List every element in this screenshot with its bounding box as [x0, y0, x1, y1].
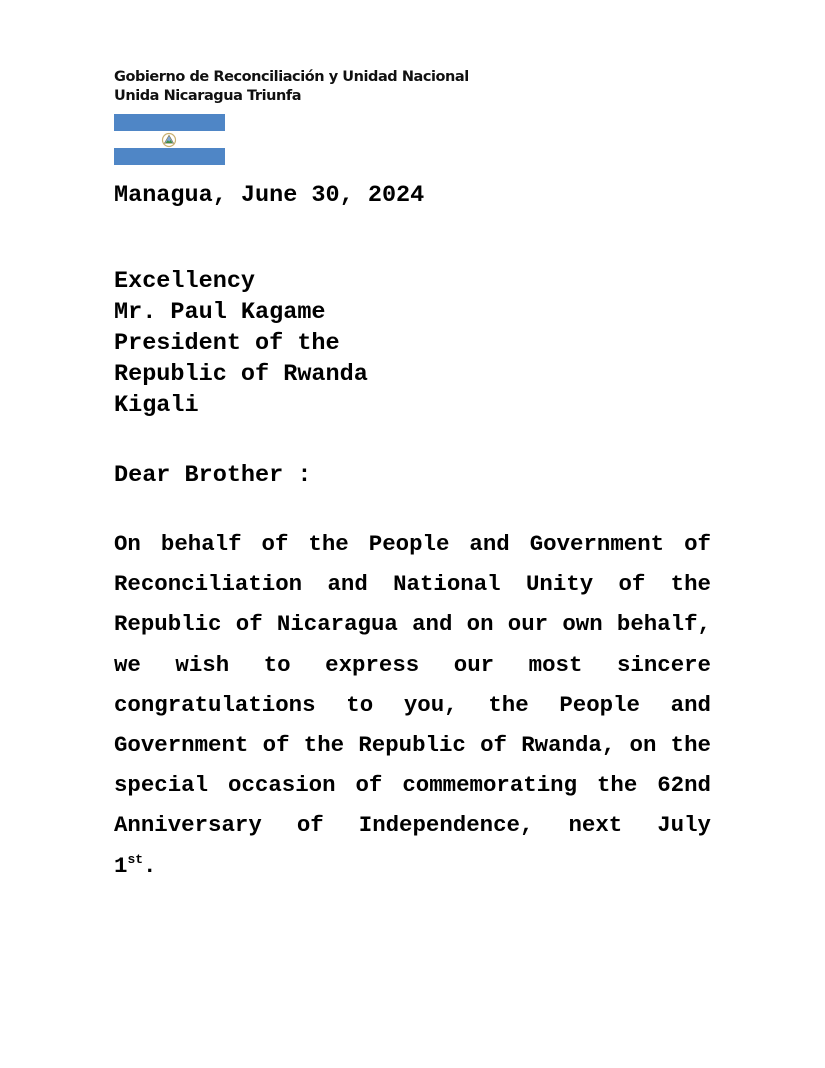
recipient-line: Kigali: [114, 392, 199, 419]
recipient-address: [114, 266, 368, 421]
letterhead-government-name: Gobierno de Reconciliación y Unidad Nacional: [114, 69, 469, 85]
salutation: Dear Brother :: [114, 462, 312, 489]
letterhead-motto: Unida Nicaragua Triunfa: [114, 88, 302, 104]
recipient-line: Republic of Rwanda: [114, 361, 368, 388]
body-line: On behalf of the People and Government of: [114, 531, 711, 557]
body-line: Reconciliation and National Unity of the: [114, 571, 711, 598]
body-line: Government of the Republic of Rwanda, on the: [114, 731, 711, 758]
final-period: .: [143, 852, 157, 879]
nicaragua-flag-icon: [114, 114, 225, 165]
coat-of-arms-icon: [161, 132, 177, 148]
ordinal-suffix: st: [127, 851, 144, 867]
body-line: we wish to express our most sincere: [114, 651, 711, 678]
recipient-line: Excellency: [114, 268, 256, 295]
letterhead: [114, 68, 469, 106]
flag-stripe-bottom: [114, 148, 225, 165]
flag-stripe-top: [114, 114, 225, 131]
letter-date: Managua, June 30, 2024: [114, 182, 425, 209]
recipient-line: President of the: [114, 330, 340, 357]
body-line: Republic of Nicaragua and on our own behalf,: [114, 611, 711, 638]
final-day-number: 1: [114, 852, 128, 879]
letter-body: [114, 524, 711, 886]
body-line-final: [114, 846, 711, 886]
body-line: special occasion of commemorating the 62nd: [114, 772, 711, 799]
body-line: Anniversary of Independence, next July: [114, 812, 711, 839]
body-line: congratulations to you, the People and: [114, 691, 711, 718]
recipient-line: Mr. Paul Kagame: [114, 299, 326, 326]
